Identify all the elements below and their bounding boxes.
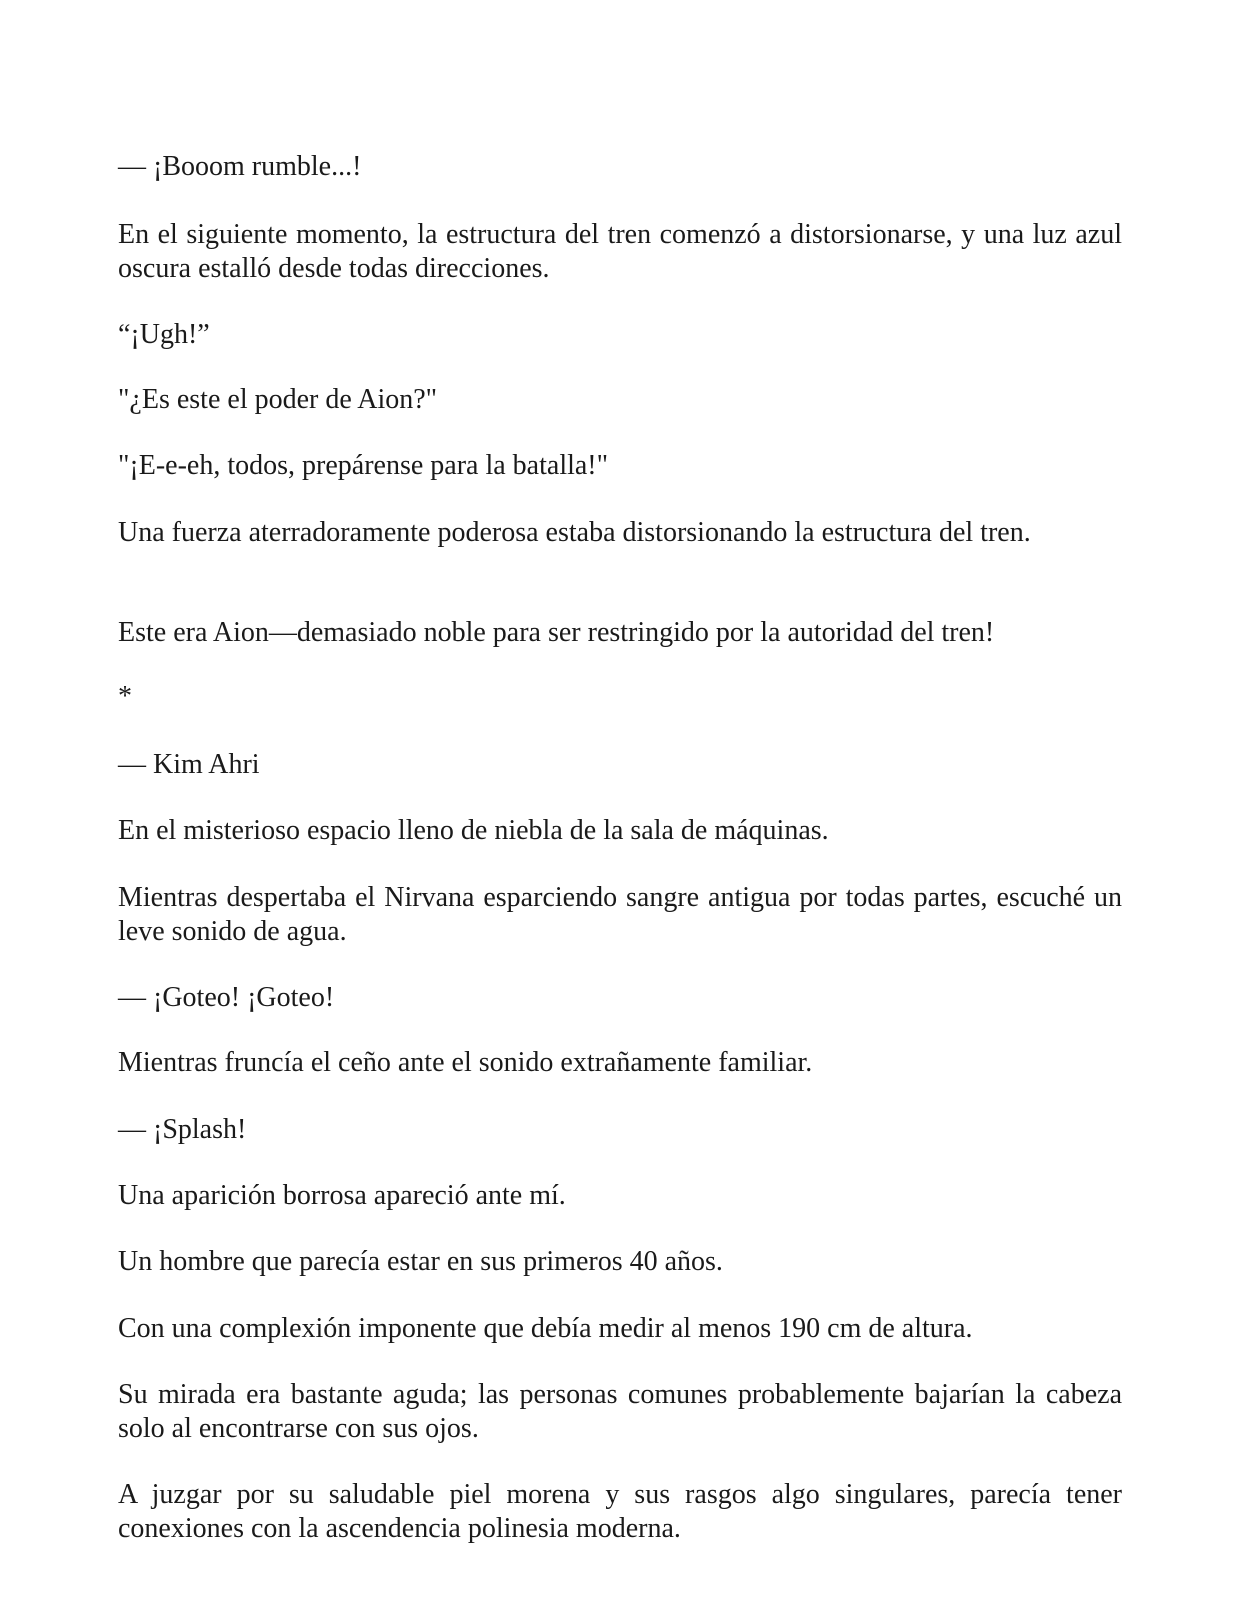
paragraph-sound-drip: — ¡Goteo! ¡Goteo!: [118, 982, 335, 1013]
paragraph-prepare-battle: "¡E-e-eh, todos, prepárense para la batalla!": [118, 450, 609, 481]
paragraph-polynesian-features: A juzgar por su saludable piel morena y sus rasgos algo singulares, parecía tener conexiones con la ascendencia polinesia moderna.: [118, 1479, 1122, 1544]
paragraph-sound-booom: — ¡Booom rumble...!: [118, 151, 362, 182]
paragraph-imposing-build: Con una complexión imponente que debía medir al menos 190 cm de altura.: [118, 1313, 973, 1344]
paragraph-nirvana-awakening: Mientras despertaba el Nirvana esparciendo sangre antigua por todas partes, escuché un leve sonido de agua.: [118, 882, 1122, 947]
paragraph-sound-splash: — ¡Splash!: [118, 1114, 247, 1145]
paragraph-engine-room: En el misterioso espacio lleno de niebla de la sala de máquinas.: [118, 815, 829, 846]
paragraph-ugh: “¡Ugh!”: [118, 319, 210, 350]
paragraph-pov-kim-ahri: — Kim Ahri: [118, 749, 260, 780]
paragraph-this-was-aion: Este era Aion—demasiado noble para ser restringido por la autoridad del tren!: [118, 617, 995, 648]
paragraph-terrifying-force: Una fuerza aterradoramente poderosa estaba distorsionando la estructura del tren.: [118, 517, 1031, 548]
section-separator: *: [118, 681, 132, 712]
paragraph-train-distortion: En el siguiente momento, la estructura del tren comenzó a distorsionarse, y una luz azul oscura estalló desde todas direcciones.: [118, 219, 1122, 284]
paragraph-sharp-gaze: Su mirada era bastante aguda; las personas comunes probablemente bajarían la cabeza solo al encontrarse con sus ojos.: [118, 1379, 1122, 1444]
paragraph-blurry-apparition: Una aparición borrosa apareció ante mí.: [118, 1180, 566, 1211]
paragraph-man-forties: Un hombre que parecía estar en sus primeros 40 años.: [118, 1246, 723, 1277]
paragraph-aion-power: "¿Es este el poder de Aion?": [118, 384, 438, 415]
paragraph-frown: Mientras fruncía el ceño ante el sonido extrañamente familiar.: [118, 1047, 813, 1078]
